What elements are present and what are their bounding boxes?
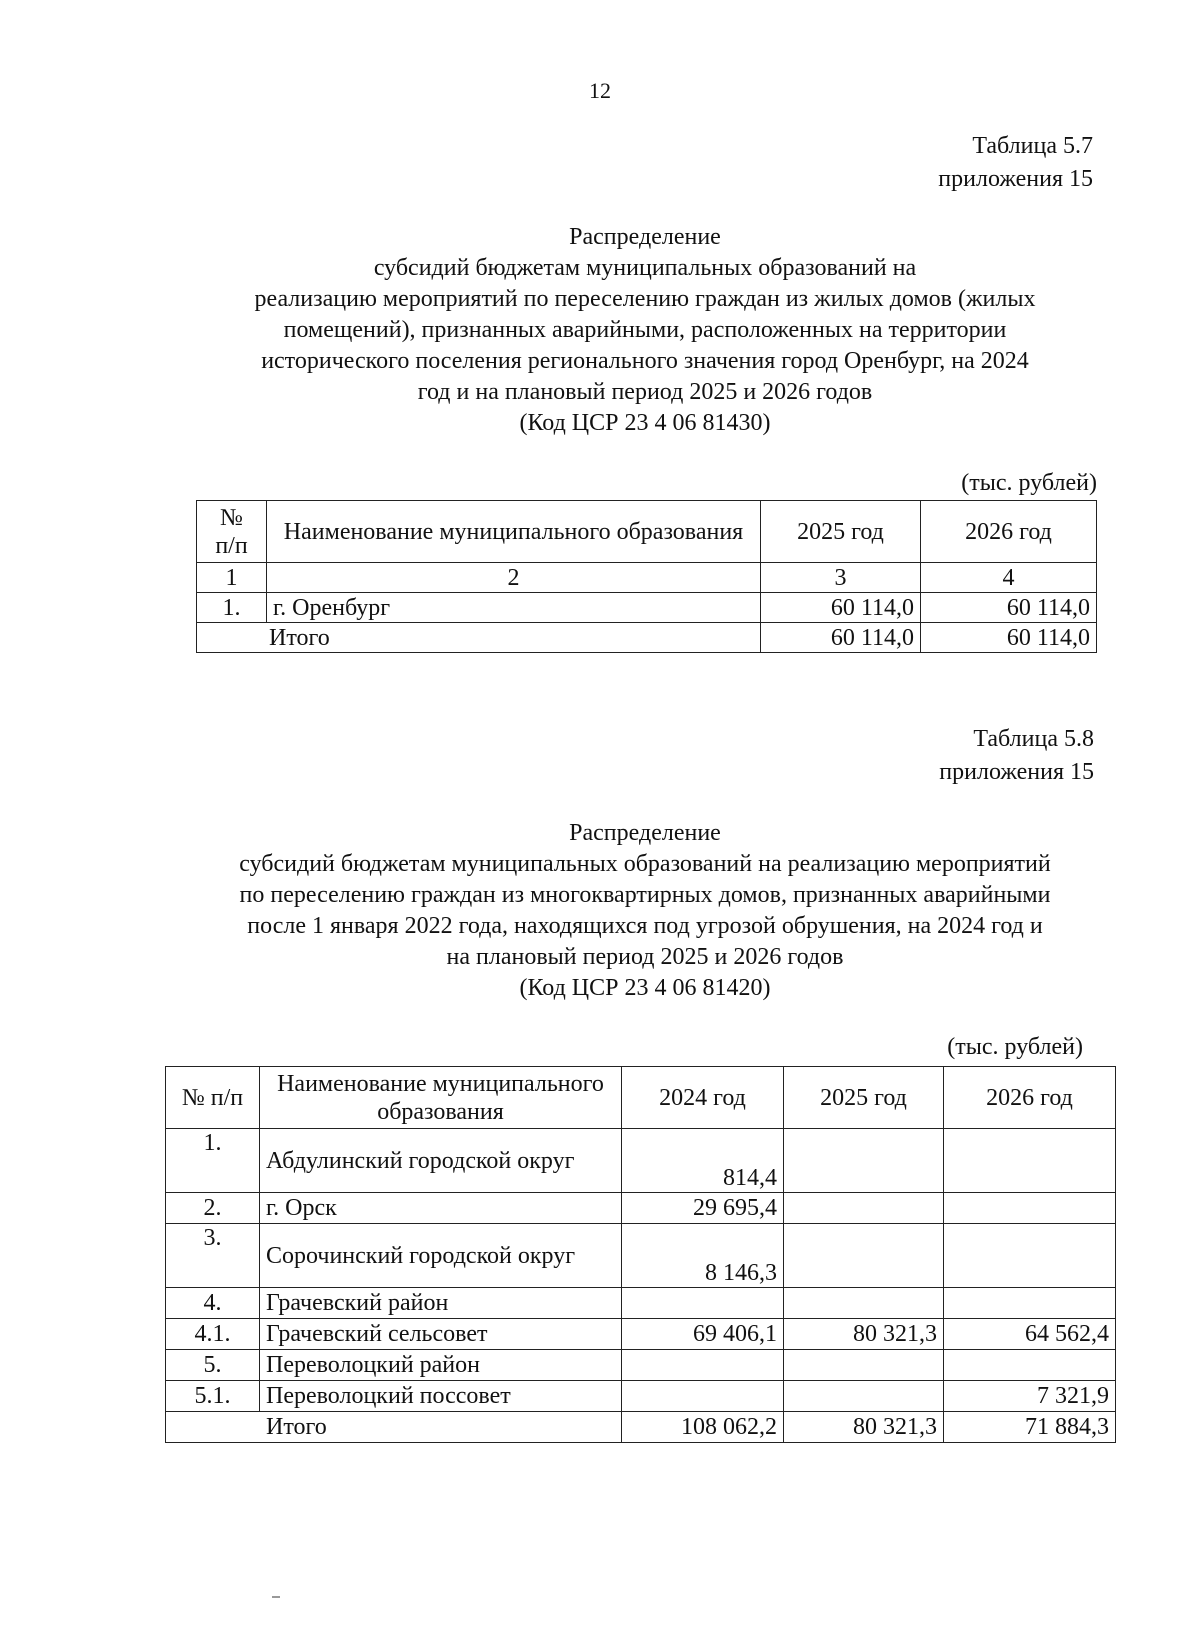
table1-header-2025: 2025 год [761,501,921,563]
table1-code: (Код ЦСР 23 4 06 81430) [519,410,771,436]
table1-title-line: субсидий бюджетам муниципальных образований на [373,255,917,281]
row-2025 [784,1193,944,1224]
table2-header-row [166,1067,1116,1129]
total-2024: 108 062,2 [622,1412,784,1443]
row-num: 2. [166,1193,260,1224]
table1-colnum: 2 [267,563,761,593]
total-label: Итого [197,623,761,653]
row-2025 [784,1288,944,1319]
table1-header-2026: 2026 год [921,501,1097,563]
row-2024: 29 695,4 [622,1193,784,1224]
total-2026: 60 114,0 [921,623,1097,653]
table-row [166,1319,1116,1350]
table2-caption-appendix: приложения 15 [939,759,1094,785]
row-2026 [944,1288,1116,1319]
table1-caption [938,130,1093,196]
row-name: г. Орск [260,1193,622,1224]
row-2025 [784,1129,944,1193]
row-2025 [784,1350,944,1381]
table1-caption-appendix: приложения 15 [938,166,1093,192]
row-name: Грачевский сельсовет [260,1319,622,1350]
table2-caption-number: Таблица 5.8 [973,726,1094,752]
row-name: Сорочинский городской округ [260,1224,622,1288]
total-2025: 60 114,0 [761,623,921,653]
row-2025 [784,1381,944,1412]
table-row [166,1193,1116,1224]
row-2026: 7 321,9 [944,1381,1116,1412]
row-2026 [944,1350,1116,1381]
row-num: 3. [166,1224,260,1288]
table2-title-line: по переселению граждан из многоквартирных домов, признанных аварийными [239,882,1051,908]
row-name: г. Оренбург [267,593,761,623]
table1-colnum: 4 [921,563,1097,593]
row-2026 [944,1129,1116,1193]
row-name: Грачевский район [260,1288,622,1319]
row-name: Абдулинский городской округ [260,1129,622,1193]
row-2024 [622,1350,784,1381]
row-2024: 814,4 [622,1129,784,1193]
row-name: Переволоцкий поссовет [260,1381,622,1412]
total-label: Итого [166,1412,622,1443]
total-2025: 80 321,3 [784,1412,944,1443]
table1-colnum: 3 [761,563,921,593]
table1-total-row [197,623,1097,653]
table-row [166,1381,1116,1412]
table2-total-row [166,1412,1116,1443]
table2 [165,1066,1116,1443]
scan-artifact [272,1596,280,1598]
table2-caption [939,723,1094,789]
table-row [166,1129,1116,1193]
row-num: 5. [166,1350,260,1381]
table1-units: (тыс. рублей) [961,470,1097,496]
row-2026: 64 562,4 [944,1319,1116,1350]
table2-code: (Код ЦСР 23 4 06 81420) [519,975,771,1001]
table-row [166,1350,1116,1381]
table-row [166,1288,1116,1319]
row-num: 4. [166,1288,260,1319]
table1-caption-number: Таблица 5.7 [972,133,1093,159]
table2-title-line: Распределение [569,820,721,846]
table2-title-line: субсидий бюджетам муниципальных образований на реализацию мероприятий [239,851,1051,877]
row-name: Переволоцкий район [260,1350,622,1381]
table1-title-line: реализацию мероприятий по переселению граждан из жилых домов (жилых [254,286,1036,312]
table2-title [160,818,1130,1004]
table2-header-2026: 2026 год [944,1067,1116,1129]
row-2025 [784,1224,944,1288]
row-2024: 69 406,1 [622,1319,784,1350]
row-2025: 80 321,3 [784,1319,944,1350]
row-2026: 60 114,0 [921,593,1097,623]
table-row [197,593,1097,623]
row-num: 1. [197,593,267,623]
table1-header-num: № п/п [197,501,267,563]
table-row [166,1224,1116,1288]
row-2025: 60 114,0 [761,593,921,623]
table1-header-name: Наименование муниципального образования [267,501,761,563]
table2-header-2025: 2025 год [784,1067,944,1129]
table1-column-numbers-row [197,563,1097,593]
row-2024 [622,1288,784,1319]
table2-header-num: № п/п [166,1067,260,1129]
table1-title [160,222,1130,439]
table2-title-line: после 1 января 2022 года, находящихся под угрозой обрушения, на 2024 год и [247,913,1043,939]
row-num: 1. [166,1129,260,1193]
table2-units: (тыс. рублей) [947,1034,1083,1060]
row-2026 [944,1224,1116,1288]
row-2026 [944,1193,1116,1224]
table2-header-2024: 2024 год [622,1067,784,1129]
total-2026: 71 884,3 [944,1412,1116,1443]
table1 [196,500,1097,653]
table2-title-line: на плановый период 2025 и 2026 годов [446,944,844,970]
row-num: 5.1. [166,1381,260,1412]
table1-title-line: помещений), признанных аварийными, расположенных на территории [283,317,1007,343]
row-2024 [622,1381,784,1412]
table2-header-name: Наименование муниципального образования [260,1067,622,1129]
table1-title-line: год и на плановый период 2025 и 2026 годов [417,379,873,405]
table1-colnum: 1 [197,563,267,593]
page-number: 12 [589,78,611,103]
table1-header-row [197,501,1097,563]
row-2024: 8 146,3 [622,1224,784,1288]
table1-title-line: исторического поселения регионального значения город Оренбург, на 2024 [261,348,1029,374]
table1-title-line: Распределение [569,224,721,250]
row-num: 4.1. [166,1319,260,1350]
